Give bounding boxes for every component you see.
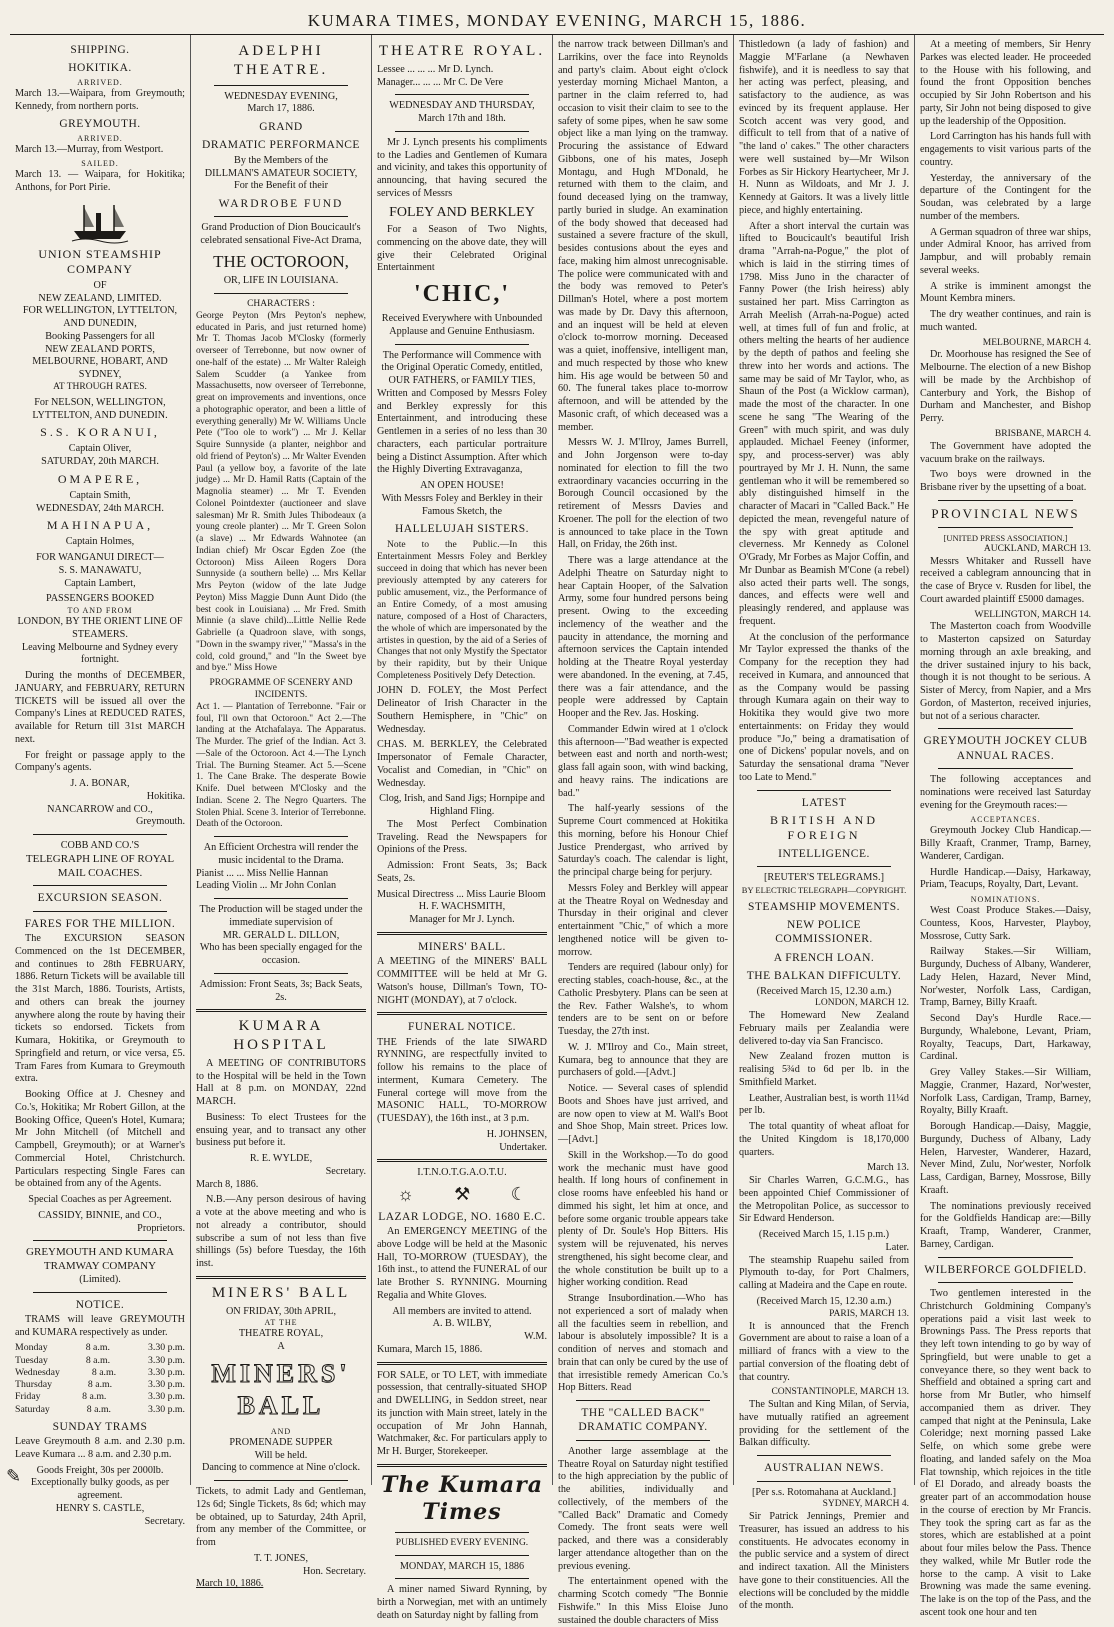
theatre-royal-title: THEATRE ROYAL.: [378, 43, 546, 59]
electric-label: BY ELECTRIC TELEGRAPH—COPYRIGHT.: [741, 885, 907, 895]
funeral-text: THE Friends of the late SIWARD RYNNING, are respectfully invited to follow his remains to the place of interment, Kumara Cemetery. The Funeral cortege will move from the MASONIC HALL, TO-MORROW (TUESDAY), the 16th inst., at 3 p.m.: [377, 1036, 547, 1125]
dateline: BRISBANE, MARCH 4.: [994, 428, 1091, 439]
jones-name: T. T. JONES,: [253, 1552, 309, 1564]
article-text: The Homeward New Zealand February mails per Zealandia were delivered to-day via San Francisco.: [739, 1010, 909, 1047]
octoroon-subtitle: OR, LIFE IN LOUISIANA.: [223, 275, 339, 287]
article-text: Messrs Whitaker and Russell have received a cablegram announcing that in the case of Bryce v. Rusden for libel, the Court awarded plaintiff £5000 damages.: [920, 555, 1091, 605]
jd-foley-text: JOHN D. FOLEY, the Most Perfect Delineator of Irish Character in the Southern Hemisphere, in "Chic" on Wednesday.: [377, 685, 547, 735]
masonic-initials: I.T.N.O.T.G.A.O.T.U.: [417, 1167, 507, 1179]
hokitika-text: March 13.—Waipara, from Greymouth; Kennedy, from northern ports.: [15, 87, 185, 112]
article-text: Leather, Australian best, is worth 11¼d per lb.: [739, 1092, 909, 1117]
kumara-date: Kumara, March 15, 1886.: [377, 1343, 483, 1355]
article-text: Lord Carrington has his hands full with engagements to visit various parts of the country.: [920, 131, 1091, 168]
nancarrow-place: Greymouth.: [136, 816, 185, 828]
during-text: During the months of DECEMBER, JANUARY, and FEBRUARY, RETURN TICKETS will be issued all over the Company's Lines at REDUCED RATES, available for Return till 31st MARCH next.: [15, 670, 185, 745]
octoroon-title: THE OCTOROON,: [213, 251, 349, 271]
article-text: Dr. Moorhouse has resigned the See of Melbourne. The election of a new Bishop will be made by the Archbishop of Canterbury and York, the Bishop of Durham and Manchester, and Bishop Perry.: [920, 349, 1091, 425]
divider: [757, 866, 891, 867]
divider: [938, 1257, 1073, 1258]
show-dates: March 17th and 18th.: [418, 113, 506, 124]
column-1: [10, 35, 191, 1527]
greymouth-heading: GREYMOUTH.: [59, 118, 141, 131]
divider: [395, 94, 529, 95]
proprietors: Proprietors.: [137, 1222, 185, 1234]
adelphi-admission: Admission: Front Seats, 3s; Back Seats, 2s.: [199, 978, 363, 1003]
to-from: TO AND FROM: [67, 606, 133, 615]
article-text: At a meeting of members, Sir Henry Parkes was elected leader. He proceeded to the House with his following, and found the front Opposition benches occupied by Sir John Robertson and his party, Sir John not being disposed to give up the leadership of the Opposition.: [920, 39, 1091, 127]
royal-admission: Admission: Front Seats, 3s; Back Seats, 2s.: [377, 860, 547, 884]
article-text: The entertainment opened with the charming Scotch comedy "The Bonnie Fishwife." In this Miss Eloise Juno sustained the double characters of Miss: [558, 1576, 728, 1626]
divider: [395, 131, 529, 132]
article-text: W. J. M'Ilroy and Co., Main street, Kumara, beg to announce that they are purchasers of gold.—[Advt.]: [558, 1041, 728, 1079]
commence-text: The Performance will Commence with the Original Operatic Comedy, entitled,: [381, 349, 543, 374]
double-divider: [377, 1464, 547, 1467]
koranui-captain: Captain Oliver,: [68, 443, 132, 455]
tickets-text: Tickets, to admit Lady and Gentleman, 12s 6d; Single Tickets, 8s 6d; which may be obtained, up to Saturday, 24th April, from any member of the Committee, or from: [196, 1486, 366, 1548]
dillon-name: MR. GERALD L. DILLON,: [222, 929, 340, 941]
british-foreign-heading: BRITISH AND FOREIGN: [769, 812, 878, 842]
divider: [938, 1282, 1073, 1283]
divider: [757, 1481, 891, 1482]
divider: [33, 885, 167, 886]
article-text: Another large assemblage at the Theatre Royal on Saturday night testified to the high appreciation by the public of the abilities, individually and collectively, of the members of the "Called Back" Dramatic and Comedy Comedy. The front seats were well packed, and there was a considerably larger attendance altogether than on the previous evening.: [558, 1445, 728, 1572]
engaged-text: Who has been specially engaged for the occasion.: [199, 942, 363, 966]
article-text: Messrs W. J. M'Ilroy, James Burrell, and John Jorgenson were to-day nominated for election to fill the two extraordinary vacancies occurring in the Borough Council occasioned by the retirement of Messrs Davies and Kroener. The poll for the election of two is announced to take place in the Town Hall, on Friday, the 26th inst.: [558, 437, 728, 551]
fares-heading: FARES FOR THE MILLION.: [24, 917, 176, 930]
fathers-title: OUR FATHERS, or FAMILY TIES,: [388, 375, 536, 386]
dateline: Later.: [885, 1241, 909, 1253]
column-4: [553, 35, 734, 1626]
divider: [214, 85, 348, 86]
wilby-name: A. B. WILBY,: [432, 1318, 492, 1330]
article-text: Messrs Foley and Berkley will appear at the Theatre Royal on Wednesday and Thursday in their original and clever entertainment "Chic," of which a more lengthened notice will be given to-morrow.: [558, 882, 728, 958]
bonar-place: Hokitika.: [146, 790, 185, 802]
race-entry: Greymouth Jockey Club Handicap.—Billy Kraaft, Cranmer, Tramp, Barney, Wanderer, Cardigan.: [920, 825, 1091, 862]
hospital-title: KUMARA HOSPITAL: [233, 1018, 329, 1053]
open-house: AN OPEN HOUSE!: [420, 480, 504, 491]
miners-text: A MEETING of the MINERS' BALL COMMITTEE will be held at Mr G. Watson's house, Dillman's Town, TO-NIGHT (MONDAY), at 7 o'clock.: [377, 956, 547, 1006]
article-text: Two gentlemen interested in the Christchurch Goldmining Company's operations paid a visit last week to Brownings Pass. The Press reports that they left town intending to go by way of Springfield, but were unable to get a conveyance there, so they went back to Sheffield and obtained a spring cart and horse from Mr Butler, who himself accompanied them as driver. They camped that night at the Peninsula, Lake Coleridge; next morning passed Lake Selfe, on which some grebe were floating, and landed safely on the Moa Flat township, which rejoices in the title of El Dorado, and already boasts the greater part of an accommodation house in the course of erection by Mr Francis. They took the spring cart as far as the stores, which are established at a point about four miles below the Pass. Thence they walked, while Mr Butler rode the horse to the camp. A visit to Lake Browning was made the same evening. The lake is on the top of the Pass, and the ascent took one hour and ten: [920, 1288, 1091, 1618]
article-text: A strike is imminent amongst the Mount Kembra miners.: [920, 280, 1091, 305]
jockey-heading: GREYMOUTH JOCKEY CLUB ANNUAL RACES.: [923, 735, 1088, 762]
latest-heading: LATEST: [801, 796, 847, 809]
omapere-date: WEDNESDAY, 24th MARCH.: [36, 502, 164, 514]
dateline: LONDON, MARCH 12.: [815, 998, 909, 1009]
divider: [395, 1532, 529, 1533]
divider: [395, 344, 529, 345]
published-text: PUBLISHED EVERY EVENING.: [395, 1537, 529, 1548]
article-text: There was a large attendance at the Adelphi Theatre on Saturday night to hear Captain Hooper, of the Salvation Army, some four hundred persons being present. Owing to the exceeding inclemency of the weather and the paucity in attendance, the morning and afternoon services the Captain intended holding at the Theatre Royal yesterday were abandoned. In the evening, at 7.45, there was a fair attendance, and the people were addressed by Captain Hooper and the Rev. Jas. Hosking.: [558, 555, 728, 719]
wylde-secretary: Secretary.: [325, 1165, 366, 1177]
goods-freight: Goods Freight, 30s per 2000lb.: [36, 1464, 164, 1476]
divider: [33, 1240, 167, 1241]
mahinapua-name: MAHINAPUA,: [46, 518, 154, 533]
and-label: AND: [270, 1426, 292, 1436]
london-orient: LONDON, BY THE ORIENT LINE OF STEAMERS.: [17, 616, 183, 640]
divider: [214, 836, 348, 837]
note-text: Note to the Public.—In this Entertainment Messrs Foley and Berkley succeed in doing that which has never been previously attempted by any caterers for public amusement, viz., the Performance of an Entire Comedy, of a most amusing nature, composed of a Host of Characters, the whole of which are impersonated by the artistes in question, by the aid of a Series of Changes that not only Mystify the Spectator by their rapidity, but by their Unique Completeness Positively Defy Detection.: [377, 538, 547, 682]
march8-date: March 8, 1886.: [196, 1178, 259, 1190]
timetable-row: Saturday 8 a.m. 3.30 p.m.: [15, 1403, 185, 1415]
show-days: WEDNESDAY AND THURSDAY,: [389, 100, 535, 112]
divider: [938, 768, 1073, 769]
article-text: Sir Charles Warren, G.C.M.G., has been appointed Chief Commissioner of the Metropolitan Police, as successor to Sir Edward Henderson.: [739, 1175, 909, 1225]
at-the: AT THE: [264, 1318, 298, 1328]
masthead: KUMARA TIMES, MONDAY EVENING, MARCH 15, 1886.: [10, 8, 1104, 35]
lynch-text: Mr J. Lynch presents his compliments to the Ladies and Gentlemen of Kumara and vicinity, and takes this opportunity of announcing, that having secured the services of Messrs: [377, 136, 547, 199]
corner-mark-icon: ✎: [6, 1466, 22, 1486]
tramway-heading: GREYMOUTH AND KUMARA TRAMWAY COMPANY: [26, 1246, 174, 1272]
race-entry: Railway Stakes.—Sir William, Burgundy, Duchess of Albany, Wanderer, Lady Helen, Hazard, Never Mind, Nor'wester, Norfolk Lass, Cardigan, Tramp, Barney, Billy Kraaft.: [920, 946, 1091, 1009]
adelphi-date: March 17, 1886.: [247, 103, 315, 115]
hospital-text: A MEETING OF CONTRIBUTORS to the Hospital will be held in the Town Hall at 8 p.m. on MONDAY, 22nd MARCH.: [196, 1057, 366, 1107]
jones-secretary: Hon. Secretary.: [303, 1565, 366, 1577]
special-coaches: Special Coaches as per Agreement.: [28, 1194, 172, 1205]
article-text: After a short interval the curtain was lifted to Boucicault's beautiful Irish drama "Arrah-na-Pogue," the plot of which is laid in the stirring times of 1798. Miss Juno in the character of Fanny Power (the Irish heiress) ably sustained her part. Miss Carrington as Arrah Meelish (Arrah-na-Pogue) acted well, at times full of fun and frolic, at others melting the hearts of her audience by the depth of pathos and feeling she threw into her words and actions. The same may be said of Mr Taylor, who, as Shaun of the Post (a Wicklow carman), made the most of the character. In one scene he sang "The Wearing of the Green" with much spirit, and was duly applauded. Michael Feeney (informer, spy, and process-server) was ably pourtrayed by Mr J. H. Nunn, the same gentleman who it will be remembered so ably distinguished himself in the character of Macari in "Called Back." He depicted the mean, revengeful nature of the spy with great aptitude and cleverness. Mr Kennedy as Colonel O'Grady, Mr Forbes as Major Coffin, and Mr Dunbar as Beamish M'Cone (a rebel) also acted their parts well. The songs, dances, and effects were well and pleasingly rendered, and applause was frequent.: [739, 220, 909, 627]
funeral-heading: FUNERAL NOTICE.: [407, 1021, 516, 1034]
bulky-goods: Exceptionally bulky goods, as per agreement.: [30, 1477, 170, 1502]
divider: [214, 973, 348, 974]
koranui-name: S.S. KORANUI,: [40, 425, 160, 440]
promenade-supper: PROMENADE SUPPER: [229, 1436, 333, 1448]
acceptances-label: ACCEPTANCES.: [970, 815, 1041, 825]
members-text: By the Members of the: [234, 154, 328, 166]
race-entry: The nominations previously received for the Goldfields Handicap are:—Billy Kraaft, Tramp, Wanderer, Cranmer, Barney, Cardigan.: [920, 1200, 1091, 1250]
mahinapua-captain: Captain Holmes,: [65, 536, 135, 548]
benefit-text: For the Benefit of their: [234, 180, 328, 192]
passengers-booked: PASSENGERS BOOKED: [45, 593, 155, 605]
article-text: Tenders are required (labour only) for erecting stables, coach-house, &c., at the Catholic Presbytery. Plans can be seen at the Rev. Father Walshe's, to whom tenders are to be sent on or before Tuesday, the 27th inst.: [558, 962, 728, 1037]
leaving-text: Leaving Melbourne and Sydney every fortnight.: [21, 641, 179, 666]
johnsen-name: H. JOHNSEN,: [486, 1128, 547, 1140]
undertaker: Undertaker.: [499, 1141, 547, 1153]
column-6: [915, 35, 1096, 1618]
divider: [214, 1480, 348, 1481]
dateline: PARIS, MARCH 13.: [829, 1308, 909, 1319]
divider: [757, 1455, 891, 1456]
race-entry: Hurdle Handicap.—Daisy, Harkaway, Priam, Teacups, Royalty, Dart, Levant.: [920, 866, 1091, 891]
divider: [214, 898, 348, 899]
hallelujah-sisters: HALLELUJAH SISTERS.: [394, 523, 530, 536]
australian-heading: AUSTRALIAN NEWS.: [764, 1462, 884, 1475]
article-text: Skill in the Workshop.—To do good work the mechanic must have good health. If long hours of confinement in close rooms have enfeebled his hand or dimmed his sight, let him at once, and before some organic trouble appears take plenty of Dr. Soule's Hop Bitters. His system will be rejuvenated, his nerves strengthened, his sight become clear, and the whole constitution be built up to a higher working condition. Read: [558, 1149, 728, 1289]
sailed-label: SAILED.: [81, 159, 119, 169]
sun-icon: ☼: [397, 1184, 414, 1205]
season-text: For a Season of Two Nights, commencing on the above date, they will give their Celebrated Original Entertainment: [377, 224, 547, 274]
divider: [33, 1292, 167, 1293]
article-text: The following acceptances and nominations were received last Saturday evening for the Greymouth races:—: [920, 774, 1091, 811]
article-text: the narrow track between Dillman's and Larrikins, over the face into Reynolds and party's claim. About eight o'clock yesterday morning Michael Manton, a partner in the claim referred to, had occasion to visit their claim to see to the safety of some pipes, when he saw some object like a man lying on the tramway. Procuring the assistance of Edward Gibbons, one of his mates, Joseph Montagu, and Hugh M'Donald, he returned with them to the claim, and found deceased lying on the tramway, partly buried in sludge. An examination of the body showed that deceased had sustained a severe fracture of the skull, besides contusions about the eyes and face, making him almost unrecognisable. The police were communicated with and the body was removed to Peter's Dillman's Hotel, where a post mortem was made by Dr. Davy this afternoon, and an inquest will be held at eleven o'clock to-morrow morning. Deceased was a quiet, inoffensive, intelligent man, and much respected by those who knew him. His age would be between 50 and 60. The funeral takes place to-morrow afternoon, and will be attended by the Masonic craft, of which deceased was a member.: [558, 39, 728, 433]
column-5: [734, 35, 915, 1612]
timetable-row: Wednesday 8 a.m. 3.30 p.m.: [15, 1366, 185, 1378]
lazar-text: An EMERGENCY MEETING of the above Lodge will be held at the Masonic Hall, TO-MORROW (TUESDAY), the 16th inst., to attend the FUNERAL of our late Brother S. RYNNING. Mourning Regalia and White Gloves.: [377, 1226, 547, 1301]
usc-rates: AT THROUGH RATES.: [53, 381, 147, 392]
wylde-name: R. E. WYLDE,: [249, 1153, 313, 1164]
leading-violin: Leading Violin ... Mr John Conlan: [196, 880, 337, 892]
timetable-row: Tuesday 8 a.m. 3.30 p.m.: [15, 1354, 185, 1366]
usc-nelson: For NELSON, WELLINGTON, LYTTELTON, AND DUNEDIN.: [32, 396, 168, 421]
cobb-heading: COBB AND CO.'S: [60, 840, 140, 851]
reuters-label: [REUTER'S TELEGRAMS.]: [764, 872, 884, 884]
double-divider: [377, 932, 547, 935]
production-text: Grand Production of Dion Boucicault's celebrated sensational Five-Act Drama,: [200, 222, 362, 247]
usc-ports: NEW ZEALAND PORTS, MELBOURNE, HOBART, AND SYDNEY,: [32, 343, 168, 381]
chic-title: 'CHIC,': [413, 281, 510, 307]
dillman-society: DILLMAN'S AMATEUR SOCIETY,: [204, 167, 358, 179]
divider: [214, 216, 348, 217]
omapere-captain: Captain Smith,: [69, 489, 131, 501]
called-back-heading: THE "CALLED BACK" DRAMATIC COMPANY.: [578, 1407, 708, 1434]
double-divider: [377, 1159, 547, 1162]
arrived-label: ARRIVED.: [77, 133, 123, 143]
lazar-lodge: LAZAR LODGE, NO. 1680 E.C.: [378, 1210, 546, 1223]
for-sale-text: FOR SALE, or TO LET, with immediate possession, that centrally-situated SHOP and DWELLING, in Seddon street, near its junction with Main street, lately in the occupation of Mr John Hannah, Watchmaker, &c. For particulars apply to Mr H. Burger, Storekeeper.: [377, 1369, 547, 1458]
koranui-date: SATURDAY, 20th MARCH.: [41, 456, 159, 467]
dateline: CONSTANTINOPLE, MARCH 13.: [771, 1387, 909, 1398]
article-text: The half-yearly sessions of the Supreme Court commenced at Hokitika this morning, before his Honour Chief Justice Prendergast, who arrived by Saturday's coach. The calendar is light, the principal charge being for perjury.: [558, 803, 728, 878]
manawatu-name: S. S. MANAWATU,: [58, 564, 142, 576]
article-text: It is announced that the French Government are about to raise a loan of a milliard of francs with a view to the partial conversion of the floating debt of that country.: [739, 1320, 909, 1383]
double-divider: [377, 1362, 547, 1365]
column-3: [372, 35, 553, 1621]
sunday-trams-heading: SUNDAY TRAMS: [52, 1420, 148, 1433]
usc-of: OF: [93, 279, 107, 291]
staged-text: The Production will be staged under the immediate supervision of: [199, 904, 363, 928]
race-entry: Second Day's Hurdle Race.—Burgundy, Whalebone, Levant, Priam, Royalty, Teacups, Dart, Harkaway, Cardinal.: [920, 1013, 1091, 1063]
columns: [10, 35, 1104, 1626]
booking-text: Booking Office at J. Chesney and Co.'s, Hokitika; Mr Robert Gillon, at the Booking Office, Queen's Hotel, Kumara; Mr John Mitchell (of Mitchell and Campbell, Greymouth); or at Warner's Commercial Hotel, Christchurch. Particulars respecting Single Fares can be obtained from any of the Agents.: [15, 1089, 185, 1190]
article-text: The Government have adopted the vacuum brake on the railways.: [920, 440, 1091, 465]
double-divider: [377, 1012, 547, 1015]
grand: GRAND: [259, 121, 303, 133]
divider: [395, 1578, 529, 1579]
article-text: At the conclusion of the performance Mr Taylor expressed the thanks of the Company for the reception they had received in Kumara, and announced that as the Company would be passing through Kumara again on their way to Hokitika they would give two more entertainments: on Friday they would produce "Jo," being a dramatisation of one of Dickens' popular novels, and on Saturday the sensational drama "Never too Late to Mend.": [739, 631, 909, 783]
greymouth-arrived-text: March 13.—Murray, from Westport.: [15, 143, 164, 155]
foley-berkley: FOLEY AND BERKLEY: [389, 204, 535, 220]
miners-ball-banner: MINERS' BALL: [211, 1358, 351, 1421]
manawatu-captain: Captain Lambert,: [64, 577, 136, 589]
race-entry: Borough Handicap.—Daisy, Maggie, Burgundy, Duchess of Albany, Lady Helen, Harvester, Wanderer, Hazard, Never Mind, Zulu, Nor'wester, Norfolk Lass, Cardigan, Barney, Mossrose, Billy Kraaft.: [920, 1121, 1091, 1196]
article-text: The steamship Ruapehu sailed from Plymouth to-day, for Port Chalmers, calling at Madeira and the Cape en route.: [739, 1254, 909, 1292]
written-text: Written and Composed by Messrs Foley and Berkley expressly for this Entertainment, and introducing these Gentlemen in a series of no less than 30 characters, each particular portraiture being a Distinct Assumption. After which the Highly Diverting Extravaganza,: [377, 387, 547, 476]
trams-text: TRAMS will leave GREYMOUTH and KUMARA respectively as under.: [15, 1313, 185, 1338]
omapere-name: OMAPERE,: [57, 471, 143, 486]
nb-text: N.B.—Any person desirous of having a vote at the above meeting and who is not already a contributor, should subscribe a sum of not less than five shillings (5s) before Tuesday, the 16th inst.: [196, 1194, 366, 1269]
manager: Manager... ... ... Mr C. De Vere: [377, 76, 503, 88]
usc-booking: Booking Passengers for all: [45, 330, 155, 342]
provincial-heading: PROVINCIAL NEWS: [931, 505, 1080, 521]
wardrobe-fund: WARDROBE FUND: [218, 198, 344, 210]
excursion-text: The EXCURSION SEASON Commenced on the 1st DECEMBER, and continues to 28th FEBRUARY, 1886. Return Tickets will be available till the 31st March, 1886. Tourists, Artists, and others can break the journey anywhere along the route by having their tickets so endorsed. Tickets from Kumara, Hokitika, or Greymouth to Springfield and return, or vice versa, £5. Tram Fares from Kumara to Greymouth extra.: [15, 933, 185, 1085]
kumara-times-title: The Kumara Times: [380, 1471, 544, 1526]
article-text: Sir Patrick Jennings, Premier and Treasurer, has issued an address to his constituents. He advocates economy in the public service and a system of direct and indirect taxation. All the Ministers have gone to their constituencies. All the elections will be concluded by the middle of the month.: [739, 1511, 909, 1612]
compass-icon: ⚒: [454, 1184, 471, 1205]
clog-text: Clog, Irish, and Sand Jigs; Hornpipe and Highland Fling.: [379, 793, 545, 818]
tram-timetable: [15, 1342, 185, 1415]
divider: [395, 1555, 529, 1556]
timetable-row: Thursday 8 a.m. 3.30 p.m.: [15, 1379, 185, 1391]
business-text: Business: To elect Trustees for the ensuing year, and to transact any other business put before it.: [196, 1111, 366, 1149]
adelphi-day: WEDNESDAY EVENING,: [224, 90, 338, 102]
adelphi-title: ADELPHI THEATRE.: [233, 43, 329, 78]
miner-death-text: A miner named Siward Rynning, by birth a Norwegian, met with an untimely death on Saturday night by falling from: [377, 1584, 547, 1621]
wilberforce-heading: WILBERFORCE GOLDFIELD.: [924, 1263, 1087, 1276]
intelligence-heading: INTELLIGENCE.: [778, 847, 870, 860]
excursion-heading: EXCURSION SEASON.: [37, 892, 163, 905]
cast-list: George Peyton (Mrs Peyton's nephew, educated in Paris, and just returned home) Mr T. Thomas Jacob M'Closky (formerly overseer of Terrebonne, but now owner of one-half of the estate) ... Mr Walter Raleigh Salem Scudder (a Yankee from Massachusetts, now overseer of Terrebonne, great on improvements and inventions, once a photographic operator, and been a little of everything generally) Mr W. Williams Uncle Pete ("Too ole to work") ... Mr J. Kellar Squire Sunnyside (a planter, neighbor and old friend of Peyton's) ... Mr Walter Evenden Paul (a yellow boy, a favorite of the late judge) ... Mr D. Hamil Ratts (Captain of the Magnolia steamer) ... Mr T. Evenden Colonel Pointdexter (auctioneer and slave salesman) Mr R. Smith Jules Thibodeaux (a young creole planter) ... Mr T. Green Solon (a slave) ... Mr Edwards Wahnotee (an Indian chief) Mr Oscar Egden Zoe (the Octoroon) Miss Aileen Rogers Dora Sunnyside (a southern belle) ... Mrs Kellar Mrs Peyton (widow of the late Judge Peyton) Miss Maggie Dunn Aunt Dido (the best cook in Louisiana) ... Mr Fred. Smith Minnie (a slave child)...Little Nellie Rede Gabrielle (a Quadroon slave, with songs, "Down in the swampy river," "Massa's in the cold, cold ground," and "In the Sweet bye and bye." Miss Howe: [196, 310, 366, 674]
musical-directress: Musical Directress ... Miss Laurie Bloom: [377, 888, 546, 900]
wachsmith-name: H. F. WACHSMITH,: [418, 901, 506, 913]
article-text: The total quantity of wheat afloat for the United Kingdom is 18,170,000 quarters.: [739, 1121, 909, 1158]
telegraph-heading: TELEGRAPH LINE OF ROYAL MAIL COACHES.: [25, 852, 175, 879]
sunday-text: Leave Greymouth 8 a.m. and 2.30 p.m. Leave Kumara ... 8 a.m. and 2.30 p.m.: [15, 1436, 185, 1460]
article-text: Thistledown (a lady of fashion) and Maggie M'Farlane (a Newhaven fishwife), and it is needless to say that her acting was perfect, pleasing, and satisfactory to the audience, as was evinced by its frequent applause. Her Scotch accent was very good, and difficult to tell from that of a native of "the land o' cakes." The other characters were well sustained by—Mr Wilson Forbes as Sir Hickory Heartycheer, Mr J. H. Nunn as Wildoats, and Mr J. J. Kennedy at Gaitors. It was a lively little piece, and highly entertaining.: [739, 39, 909, 216]
article-text: A German squadron of three war ships, under Admiral Knoor, has arrived from Jampbur, and will probably remain several weeks.: [920, 226, 1091, 276]
divider: [938, 500, 1073, 501]
greymouth-sailed-text: March 13. — Waipara, for Hokitika; Anthons, for Port Pirie.: [15, 169, 185, 194]
article-text: New Zealand frozen mutton is realising 5¾d to 6d per lb. in the Smithfield Market.: [739, 1051, 909, 1088]
dancing-text: Dancing to commence at Nine o'clock.: [202, 1462, 360, 1474]
shipping-heading: SHIPPING.: [70, 44, 130, 56]
rotomahana-label: [Per s.s. Rotomahana at Auckland.]: [751, 1486, 896, 1498]
all-members: All members are invited to attend.: [392, 1305, 532, 1317]
arrived-label: ARRIVED.: [77, 77, 123, 87]
received-label: (Received March 15, 12.30 a.m.): [756, 1295, 892, 1307]
hokitika-heading: HOKITIKA.: [68, 62, 132, 75]
dateline: AUCKLAND, MARCH 13.: [983, 543, 1091, 554]
miners-ball-title: MINERS' BALL: [211, 1284, 351, 1301]
usc-for: FOR WELLINGTON, LYTTELTON, AND DUNEDIN,: [22, 305, 178, 330]
article-text: Commander Edwin wired at 1 o'clock this afternoon—"Bad weather is expected between east and north and north-west; glass fall again soon, with wind backing, and heavy rains. The indications are bad.": [558, 723, 728, 799]
characters-heading: CHARACTERS :: [247, 298, 315, 309]
perfect-text: The Most Perfect Combination Traveling. Read the Newspapers for Opinions of the Press.: [377, 818, 547, 856]
article-text: The Masterton coach from Woodville to Masterton capsized on Saturday morning through an axle breaking, and the driver sustained injury to his back, though it is not thought to be serious. A Sister of Mercy, from Napier, and a Mrs Gordon, of Masterton, received injuries, but not of a serious character.: [920, 621, 1091, 722]
miners-ball-heading: MINERS' BALL.: [418, 940, 506, 953]
article-text: Notice. — Several cases of splendid Boots and Shoes have just arrived, and are now open to view at M. Wall's Boot and Shoe Shop, Main street. Prices low.—[Advt.]: [558, 1083, 728, 1145]
divider: [576, 1400, 710, 1401]
cassidy-name: CASSIDY, BINNIE, and CO.,: [38, 1209, 162, 1221]
article-text: Two boys were drowned in the Brisbane river by the upsetting of a boat.: [920, 469, 1091, 493]
castle-secretary: Secretary.: [144, 1515, 185, 1527]
divider: [938, 728, 1073, 729]
wanganui-heading: FOR WANGANUI DIRECT—: [36, 552, 164, 563]
divider: [33, 911, 167, 912]
article-text: The Sultan and King Milan, of Servia, have mutually ratified an agreement providing for the settlement of the Balkan difficulty.: [739, 1399, 909, 1449]
dateline: WELLINGTON, MARCH 14.: [974, 609, 1091, 620]
union-steamship-title: UNION STEAMSHIP COMPANY: [38, 246, 162, 276]
nominations-label: NOMINATIONS.: [970, 895, 1041, 905]
berkley-text: CHAS. M. BERKLEY, the Celebrated Impersonator of Female Character, Vocalist and Comedian, in "Chic" on Wednesday.: [377, 739, 547, 789]
timetable-row: Friday 8 a.m. 3.30 p.m.: [15, 1391, 185, 1403]
masonic-emblems: [377, 1183, 547, 1206]
programme-heading: PROGRAMME OF SCENERY AND INCIDENTS.: [209, 678, 353, 700]
divider: [757, 790, 891, 791]
dateline: March 13.: [867, 1162, 909, 1174]
nancarrow-name: NANCARROW and CO.,: [47, 803, 153, 815]
steamship-heading: STEAMSHIP MOVEMENTS.: [747, 900, 901, 913]
usc-nz: NEW ZEALAND, LIMITED.: [38, 292, 162, 304]
dateline: SYDNEY, MARCH 4.: [822, 1499, 909, 1510]
tramway-limited: (Limited).: [79, 1273, 121, 1285]
theatre-royal-venue: THEATRE ROYAL,: [238, 1328, 324, 1340]
divider: [33, 834, 167, 835]
received-label: (Received March 15, 1.15 p.m.): [758, 1229, 890, 1241]
ups-label: [UNITED PRESS ASSOCIATION.]: [943, 533, 1068, 543]
will-be-held: Will be held.: [254, 1449, 308, 1461]
notice-heading: NOTICE.: [75, 1298, 125, 1311]
dateline: MELBOURNE, MARCH 4.: [982, 337, 1091, 348]
article-text: Yesterday, the anniversary of the departure of the Contingent for the Soudan, was celebrated by a large number of the members.: [920, 172, 1091, 222]
timetable-row: Monday 8 a.m. 3.30 p.m.: [15, 1342, 185, 1354]
march10-date: March 10, 1886.: [196, 1578, 264, 1590]
received-text: Received Everywhere with Unbounded Applause and Genuine Enthusiasm.: [381, 313, 543, 337]
castle-name: HENRY S. CASTLE,: [55, 1502, 145, 1514]
freight-text: For freight or passage apply to the Company's agents.: [15, 749, 185, 774]
article-text: Strange Insubordination.—Who has not experienced a sort of malady when all the faculties seem in rebellion, and labour is absolutely impossible? It is a condition of nerves and stomach and brain that can only be cured by the use of that irresistible remedy American Co.'s Hop Bitters. Read: [558, 1293, 728, 1394]
dramatic-performance: DRAMATIC PERFORMANCE: [202, 139, 360, 152]
double-divider: [196, 1276, 366, 1279]
wachsmith-role: Manager for Mr J. Lynch.: [409, 914, 515, 926]
miners-friday: ON FRIDAY, 30th APRIL,: [225, 1305, 337, 1317]
issue-date: MONDAY, MARCH 15, 1886: [399, 1560, 525, 1572]
bonar-name: J. A. BONAR,: [70, 778, 130, 789]
divider: [938, 527, 1073, 528]
double-divider: [196, 1009, 366, 1012]
a-letter: A: [277, 1341, 285, 1352]
balkan-heading: THE BALKAN DIFFICULTY.: [746, 970, 902, 983]
loan-heading: A FRENCH LOAN.: [773, 951, 875, 964]
orchestra-text: An Efficient Orchestra will render the music incidental to the Drama.: [203, 842, 359, 866]
with-text: With Messrs Foley and Berkley in their Famous Sketch, the: [381, 492, 543, 517]
moon-icon: ☾: [510, 1184, 527, 1205]
article-text: The dry weather continues, and rain is much wanted.: [920, 309, 1091, 333]
acts-list: Act 1. — Plantation of Terrebonne. "Fair or foul, I'll own that Octoroon." Act 2.—The landing at the Atchafalaya. The Apparatus. The Murder. The grief of the Indian. Act 3.—Sale of the Octoroon. Act 4.—The Lynch Trial. The Burning Steamer. Act 5.—Scene 1. The Cane Brake. The desperate Bowie Knife. Duel between M'Closky and the Indian. Scene 2. The Negro Quarters. The Stolen Phial. Scene 3. Interior of Terrebonne. Death of the Octoroon.: [196, 701, 366, 830]
steamship-icon: [70, 199, 130, 243]
divider: [214, 293, 348, 294]
race-entry: West Coast Produce Stakes.—Daisy, Countess, Koos, Harvester, Playboy, Mossrose, Cutty Sark.: [920, 905, 1091, 942]
divider: [576, 1440, 710, 1441]
pianist: Pianist ... ... Miss Nellie Hannan: [196, 867, 329, 879]
race-entry: Grey Valley Stakes.—Sir William, Maggie, Cranmer, Hazard, Nor'wester, Norfolk Lass, Cardigan, Tramp, Barney, Royalty, Billy Kraaft.: [920, 1067, 1091, 1117]
received-label: (Received March 15, 12.30 a.m.): [756, 985, 892, 997]
police-heading: NEW POLICE COMMISSIONER.: [775, 919, 873, 946]
column-2: [191, 35, 372, 1590]
lessee: Lessee ... ... ... Mr D. Lynch.: [377, 63, 494, 75]
wilby-wm: W.M.: [524, 1331, 547, 1343]
